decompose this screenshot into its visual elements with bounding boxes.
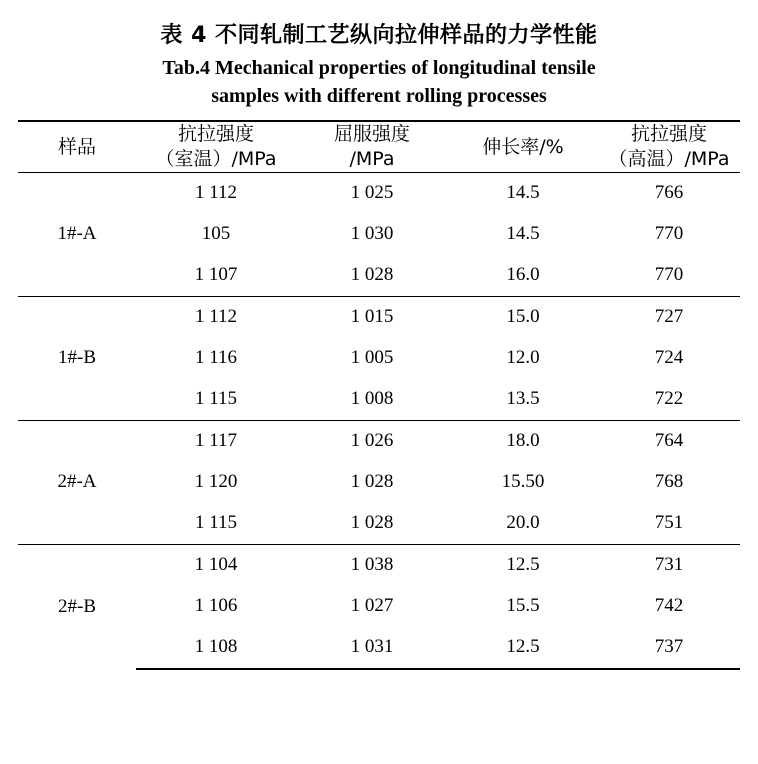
column-header-yield-line1: 屈服强度 [333, 123, 410, 146]
cell-tensile-high: 724 [654, 347, 684, 369]
cell-elongation: 12.0 [506, 347, 540, 369]
cell-tensile-high: 737 [598, 627, 740, 669]
cell-yield: 1 015 [296, 296, 448, 338]
cell-tensile-high: 764 [598, 420, 740, 462]
table-header [18, 121, 740, 172]
cell-elongation: 16.0 [506, 264, 540, 286]
cell-yield: 1 027 [350, 595, 394, 617]
cell-tensile-room: 1 107 [194, 264, 238, 286]
table-title-english [54, 55, 704, 110]
cell-yield: 1 028 [350, 471, 394, 493]
column-header-tensile-room [136, 121, 296, 172]
column-header-yield [296, 121, 448, 172]
cell-tensile-room: 1 117 [136, 420, 296, 462]
cell-yield: 1 030 [350, 223, 394, 245]
cell-yield: 1 025 [350, 182, 394, 204]
table-row [18, 544, 740, 586]
column-header-tensile-room-line2: （室温）/MPa [155, 147, 277, 170]
cell-elongation: 20.0 [506, 512, 540, 534]
cell-elongation: 15.0 [448, 296, 598, 338]
table-row [18, 420, 740, 462]
cell-tensile-high: 770 [654, 223, 684, 245]
mechanical-properties-table [18, 120, 740, 669]
cell-yield: 1 038 [296, 544, 448, 586]
cell-tensile-high: 722 [654, 388, 684, 410]
column-header-elongation [448, 121, 598, 172]
cell-tensile-room: 1 116 [194, 347, 238, 369]
cell-tensile-high: 770 [654, 264, 684, 286]
table-body [18, 172, 740, 669]
cell-tensile-high: 768 [654, 471, 684, 493]
cell-elongation: 13.5 [506, 388, 540, 410]
cell-elongation: 18.0 [448, 420, 598, 462]
cell-tensile-room: 1 115 [194, 388, 238, 410]
cell-sample-group0: 1#-A [57, 223, 97, 245]
cell-tensile-high: 766 [654, 182, 684, 204]
column-header-yield-line2: /MPa [349, 147, 395, 170]
cell-yield: 1 026 [296, 420, 448, 462]
cell-tensile-high: 731 [598, 544, 740, 586]
cell-tensile-room: 1 112 [194, 182, 238, 204]
cell-yield: 1 028 [350, 512, 394, 534]
cell-tensile-room: 1 106 [194, 595, 238, 617]
column-header-tensile-room-line1: 抗拉强度 [177, 123, 254, 146]
cell-tensile-high: 751 [654, 512, 684, 534]
cell-tensile-room: 105 [201, 223, 231, 245]
cell-tensile-room: 1 108 [136, 627, 296, 669]
cell-sample-group2: 2#-A [18, 420, 136, 544]
column-header-tensile-high-line2: （高温）/MPa [608, 147, 730, 170]
cell-tensile-high: 727 [598, 296, 740, 338]
column-header-elongation-line1: 伸长率/% [482, 135, 564, 158]
cell-yield: 1 028 [350, 264, 394, 286]
table-title-english-line1: Tab.4 Mechanical properties of longitudinal tensile [162, 57, 596, 79]
cell-elongation: 15.5 [506, 595, 540, 617]
cell-tensile-room: 1 112 [136, 296, 296, 338]
cell-elongation: 15.50 [501, 471, 545, 493]
column-header-tensile-high-line1: 抗拉强度 [630, 123, 707, 146]
header-row [18, 121, 740, 172]
cell-yield: 1 031 [296, 627, 448, 669]
column-header-tensile-high [598, 121, 740, 172]
table-title-chinese: 表 4 不同轧制工艺纵向拉伸样品的力学性能 [160, 23, 598, 48]
cell-tensile-room: 1 104 [136, 544, 296, 586]
cell-elongation: 14.5 [506, 223, 540, 245]
cell-tensile-room: 1 115 [194, 512, 238, 534]
cell-elongation: 12.5 [448, 544, 598, 586]
table-row [18, 296, 740, 338]
cell-yield: 1 005 [350, 347, 394, 369]
column-header-sample [18, 121, 136, 172]
table-row [18, 172, 740, 214]
cell-elongation: 14.5 [506, 182, 540, 204]
cell-sample-group3: 2#-B [18, 544, 136, 669]
table-title-english-line2: samples with different rolling processes [211, 84, 547, 107]
cell-tensile-high: 742 [654, 595, 684, 617]
cell-elongation: 12.5 [448, 627, 598, 669]
cell-sample-group1: 1#-B [18, 296, 136, 420]
cell-yield: 1 008 [350, 388, 394, 410]
cell-tensile-room: 1 120 [194, 471, 238, 493]
column-header-sample-line1: 样品 [57, 135, 96, 158]
